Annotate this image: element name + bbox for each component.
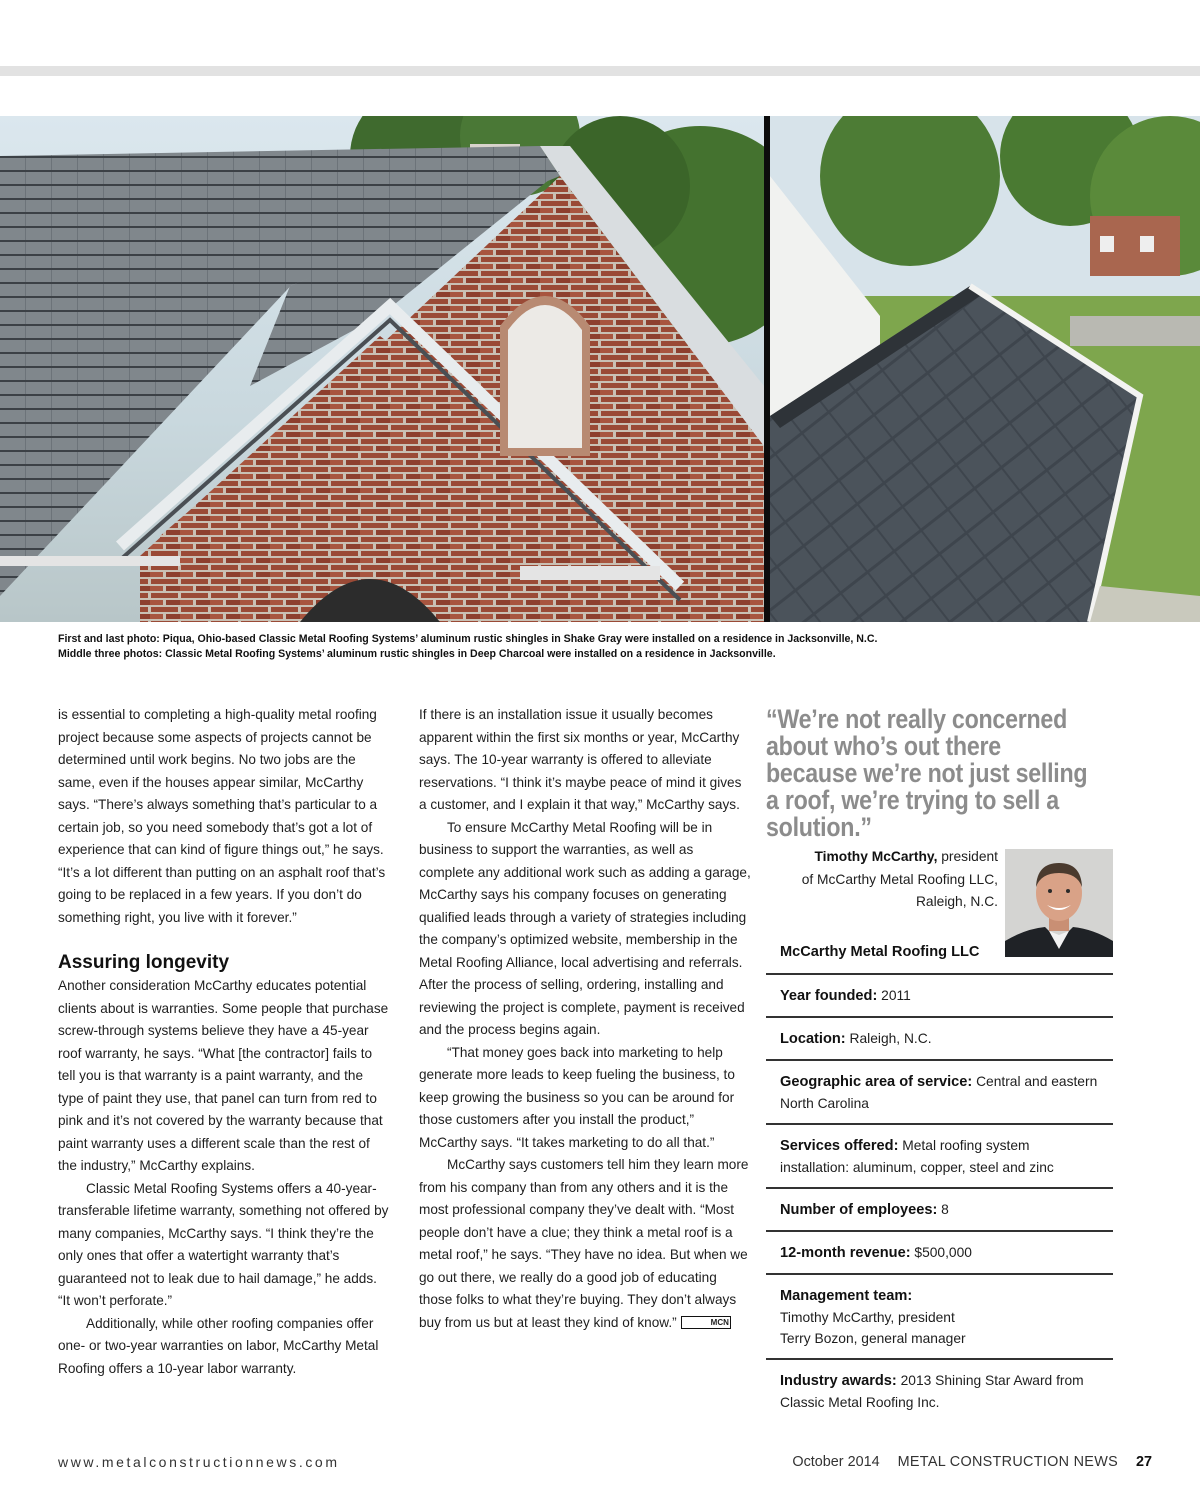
issue-date: October 2014	[792, 1454, 880, 1470]
fact-label: Location:	[780, 1031, 846, 1047]
page-number: 27	[1135, 1454, 1152, 1470]
fact-label: Year founded:	[780, 988, 878, 1004]
paragraph: If there is an installation issue it usually becomes apparent within the first six months or year, McCarthy says. The 10-year warranty is offered to alleviate reservations. “I think it’s maybe peace of mind it gives a customer, and I explain it that way,” McCarthy says.	[419, 707, 742, 812]
house-roof-photo	[0, 116, 764, 622]
footer-url: www.metalconstructionnews.com	[58, 1454, 340, 1470]
paragraph: To ensure McCarthy Metal Roofing will be in business to support the warranties, as well as complete any additional work such as adding a garage, McCarthy says his company focuses on generating qualified leads through a variety of strategies including the company’s optimized website, membership in the Metal Roofing Alliance, local advertising and referrals. After the process of selling, ordering, installing and reviewing the project is complete, payment is received and the process begins again.	[419, 819, 751, 1037]
fact-value: 2013 Shining Star Award from Classic Metal Roofing Inc.	[780, 1373, 1084, 1410]
footer-folio	[792, 1454, 1152, 1470]
fact-services	[766, 1125, 1113, 1189]
fact-location	[766, 1018, 1113, 1061]
roof-closeup-photo	[770, 116, 1200, 622]
top-rule	[0, 66, 1200, 76]
paragraph-final	[419, 1154, 751, 1334]
city-line: Raleigh, N.C.	[915, 894, 998, 909]
fact-value: 8	[937, 1202, 949, 1217]
fact-label: 12-month revenue:	[780, 1245, 911, 1261]
fact-value: Raleigh, N.C.	[845, 1031, 932, 1046]
fact-label: Number of employees:	[780, 1202, 938, 1218]
fact-value: 2011	[877, 988, 911, 1003]
paragraph: Classic Metal Roofing Systems offers a 40-year-transferable lifetime warranty, something not offered by many companies, McCarthy says. “I think they’re the only ones that offer a watertight warranty that’s guaranteed not to leak due to hail damage,” he adds. “It won’t perforate.”	[58, 1180, 389, 1308]
fact-revenue	[766, 1232, 1113, 1275]
paragraph: Additionally, while other roofing companies offer one- or two-year warranties on labor, McCarthy Metal Roofing offers a 10-year labor warranty.	[58, 1315, 379, 1376]
paragraph: “That money goes back into marketing to help generate more leads to keep fueling the business, to keep growing the business so you can be around for those customers after you install the product,” McCarthy says. “It takes marketing to do all that.”	[419, 1044, 735, 1150]
fact-label: Industry awards:	[780, 1373, 897, 1389]
quote-attribution	[770, 846, 998, 914]
fact-awards	[766, 1360, 1113, 1422]
fact-value: Metal roofing system installation: aluminum, copper, steel and zinc	[780, 1138, 1054, 1175]
caption-line-1: First and last photo: Piqua, Ohio-based Classic Metal Roofing Systems’ aluminum rustic shingles in Shake Gray were installed on a residence in Jacksonville, N.C.	[58, 633, 878, 645]
pull-quote: “We’re not really concerned about who’s out there because we’re not just selling a roof, we’re trying to sell a solution.”	[766, 704, 1088, 842]
fact-service-area	[766, 1061, 1113, 1125]
caption-line-2: Middle three photos: Classic Metal Roofing Systems’ aluminum rustic shingles in Deep Charcoal were installed on a residence in Jacksonville.	[58, 648, 776, 660]
fact-employees	[766, 1189, 1113, 1232]
paragraph-text: McCarthy says customers tell him they learn more from his company than from any others and it is the most professional company they’ve dealt with. “Most people don’t have a clue; they think a metal roof is a metal roof,” he says. “They have no idea. But when we go out there, we really do a good job of educating those folks to what they’re buying. They don’t always buy from us but at least they kind of know.”	[419, 1157, 749, 1330]
person-name: Timothy McCarthy,	[814, 849, 938, 864]
fact-management	[766, 1275, 1113, 1360]
article-column-1	[58, 704, 392, 1380]
fact-value: Terry Bozon, general manager	[780, 1331, 966, 1346]
fact-value: Central and eastern North Carolina	[780, 1074, 1098, 1111]
article-column-2	[419, 704, 751, 1334]
factbox-title: McCarthy Metal Roofing LLC	[766, 939, 1113, 975]
section-heading: Assuring longevity	[58, 952, 230, 973]
end-mark-logo: MCN	[681, 1316, 731, 1329]
paragraph: Another consideration McCarthy educates potential clients about is warranties. Some people that purchase screw-through systems believe they have a 45-year roof warranty, he says. “What [the contractor] fails to tell you is that warranty is a paint warranty, and the type of paint they use, that panel can turn from red to pink and it’s not covered by the warranty because that paint warranty uses a different scale than the rest of the industry,” McCarthy explains.	[58, 978, 389, 1173]
fact-value: Timothy McCarthy, president	[780, 1310, 955, 1325]
fact-value: $500,000	[910, 1245, 972, 1260]
fact-year-founded	[766, 975, 1113, 1018]
company-factbox	[766, 939, 1113, 1422]
fact-label: Geographic area of service:	[780, 1074, 973, 1090]
fact-label: Management team:	[780, 1288, 913, 1304]
company-line: of McCarthy Metal Roofing LLC,	[801, 871, 998, 887]
photo-caption	[58, 632, 1158, 662]
fact-label: Services offered:	[780, 1138, 899, 1154]
paragraph: is essential to completing a high-quality metal roofing project because some aspects of projects cannot be determined until work begins. No two jobs are the same, even if the houses appear similar, McCarthy says. “There’s always something that’s particular to a certain job, so you need somebody that’s got a lot of experience that can kind of figure things out,” he says. “It’s a lot different than putting on an asphalt roof that’s going to be replaced in a few years. If you don’t do something right, you live with it forever.”	[58, 707, 386, 925]
publication-name: METAL CONSTRUCTION NEWS	[897, 1454, 1118, 1470]
photo-strip	[0, 116, 1200, 622]
person-title: president	[937, 849, 998, 864]
